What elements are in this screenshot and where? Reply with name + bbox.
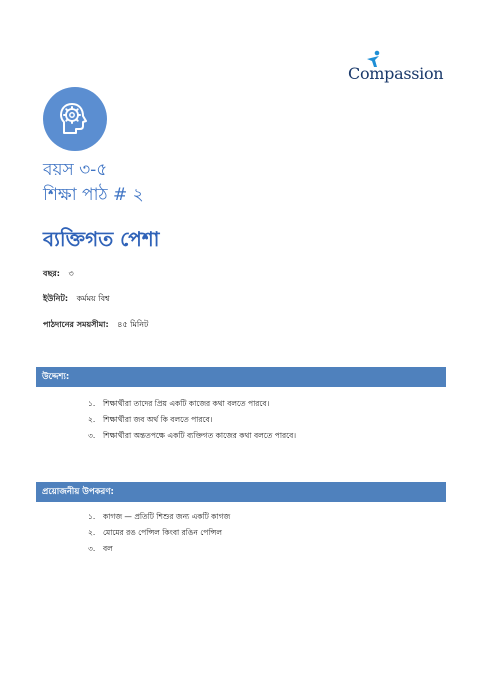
objectives-heading: উদ্দেশ্য: [36, 367, 446, 387]
list-item-text: শিক্ষার্থীরা তাদের প্রিয় একটি কাজের কথা বলতে পারবে। [103, 399, 270, 408]
compassion-logo [346, 50, 446, 90]
list-item-number: ২. [88, 528, 96, 537]
meta-unit-label: ইউনিট: [43, 294, 69, 303]
list-item-number: ২. [88, 415, 96, 424]
meta-year-label: বছর: [43, 269, 60, 278]
list-item-text: শিক্ষার্থীরা জব অর্থ কি বলতে পারবে। [103, 415, 213, 424]
list-item-text: বল [103, 544, 113, 553]
list-item [88, 396, 296, 412]
meta-unit-value: কর্মময় বিশ্ব [76, 294, 110, 303]
list-item-number: ৩. [88, 544, 96, 553]
meta-year [43, 268, 74, 281]
list-item [88, 509, 230, 525]
meta-year-value: ৩ [68, 269, 74, 278]
list-item [88, 525, 230, 541]
logo-text: Compassion [348, 64, 444, 83]
list-item [88, 412, 296, 428]
lesson-title: ব্যক্তিগত পেশা [43, 227, 160, 251]
meta-time-label: পাঠদানের সময়সীমা: [43, 320, 109, 329]
meta-time-value: ৪৫ মিনিট [117, 320, 149, 329]
list-item-number: ৩. [88, 431, 96, 440]
list-item-number: ১. [88, 512, 96, 521]
meta-unit [43, 293, 110, 306]
list-item [88, 428, 296, 444]
list-item-text: শিক্ষার্থীরা অন্ততপক্ষে একটি ব্যক্তিগত কাজের কথা বলতে পারবে। [103, 431, 297, 440]
materials-list [88, 509, 230, 557]
list-item [88, 541, 230, 557]
list-item-number: ১. [88, 399, 96, 408]
lesson-number: শিক্ষা পাঠ # ২ [43, 185, 144, 205]
lesson-badge [43, 87, 107, 151]
head-gear-icon [57, 101, 93, 137]
list-item-text: কাগজ — প্রতিটি শিশুর জন্য একটি কাগজ [103, 512, 231, 521]
objectives-list [88, 396, 296, 444]
list-item-text: মোমের রঙ পেন্সিল কিংবা রঙিন পেন্সিল [103, 528, 222, 537]
materials-heading: প্রয়োজনীয় উপকরণ: [36, 482, 446, 502]
meta-time [43, 319, 148, 332]
age-range: বয়স ৩-৫ [43, 160, 108, 180]
